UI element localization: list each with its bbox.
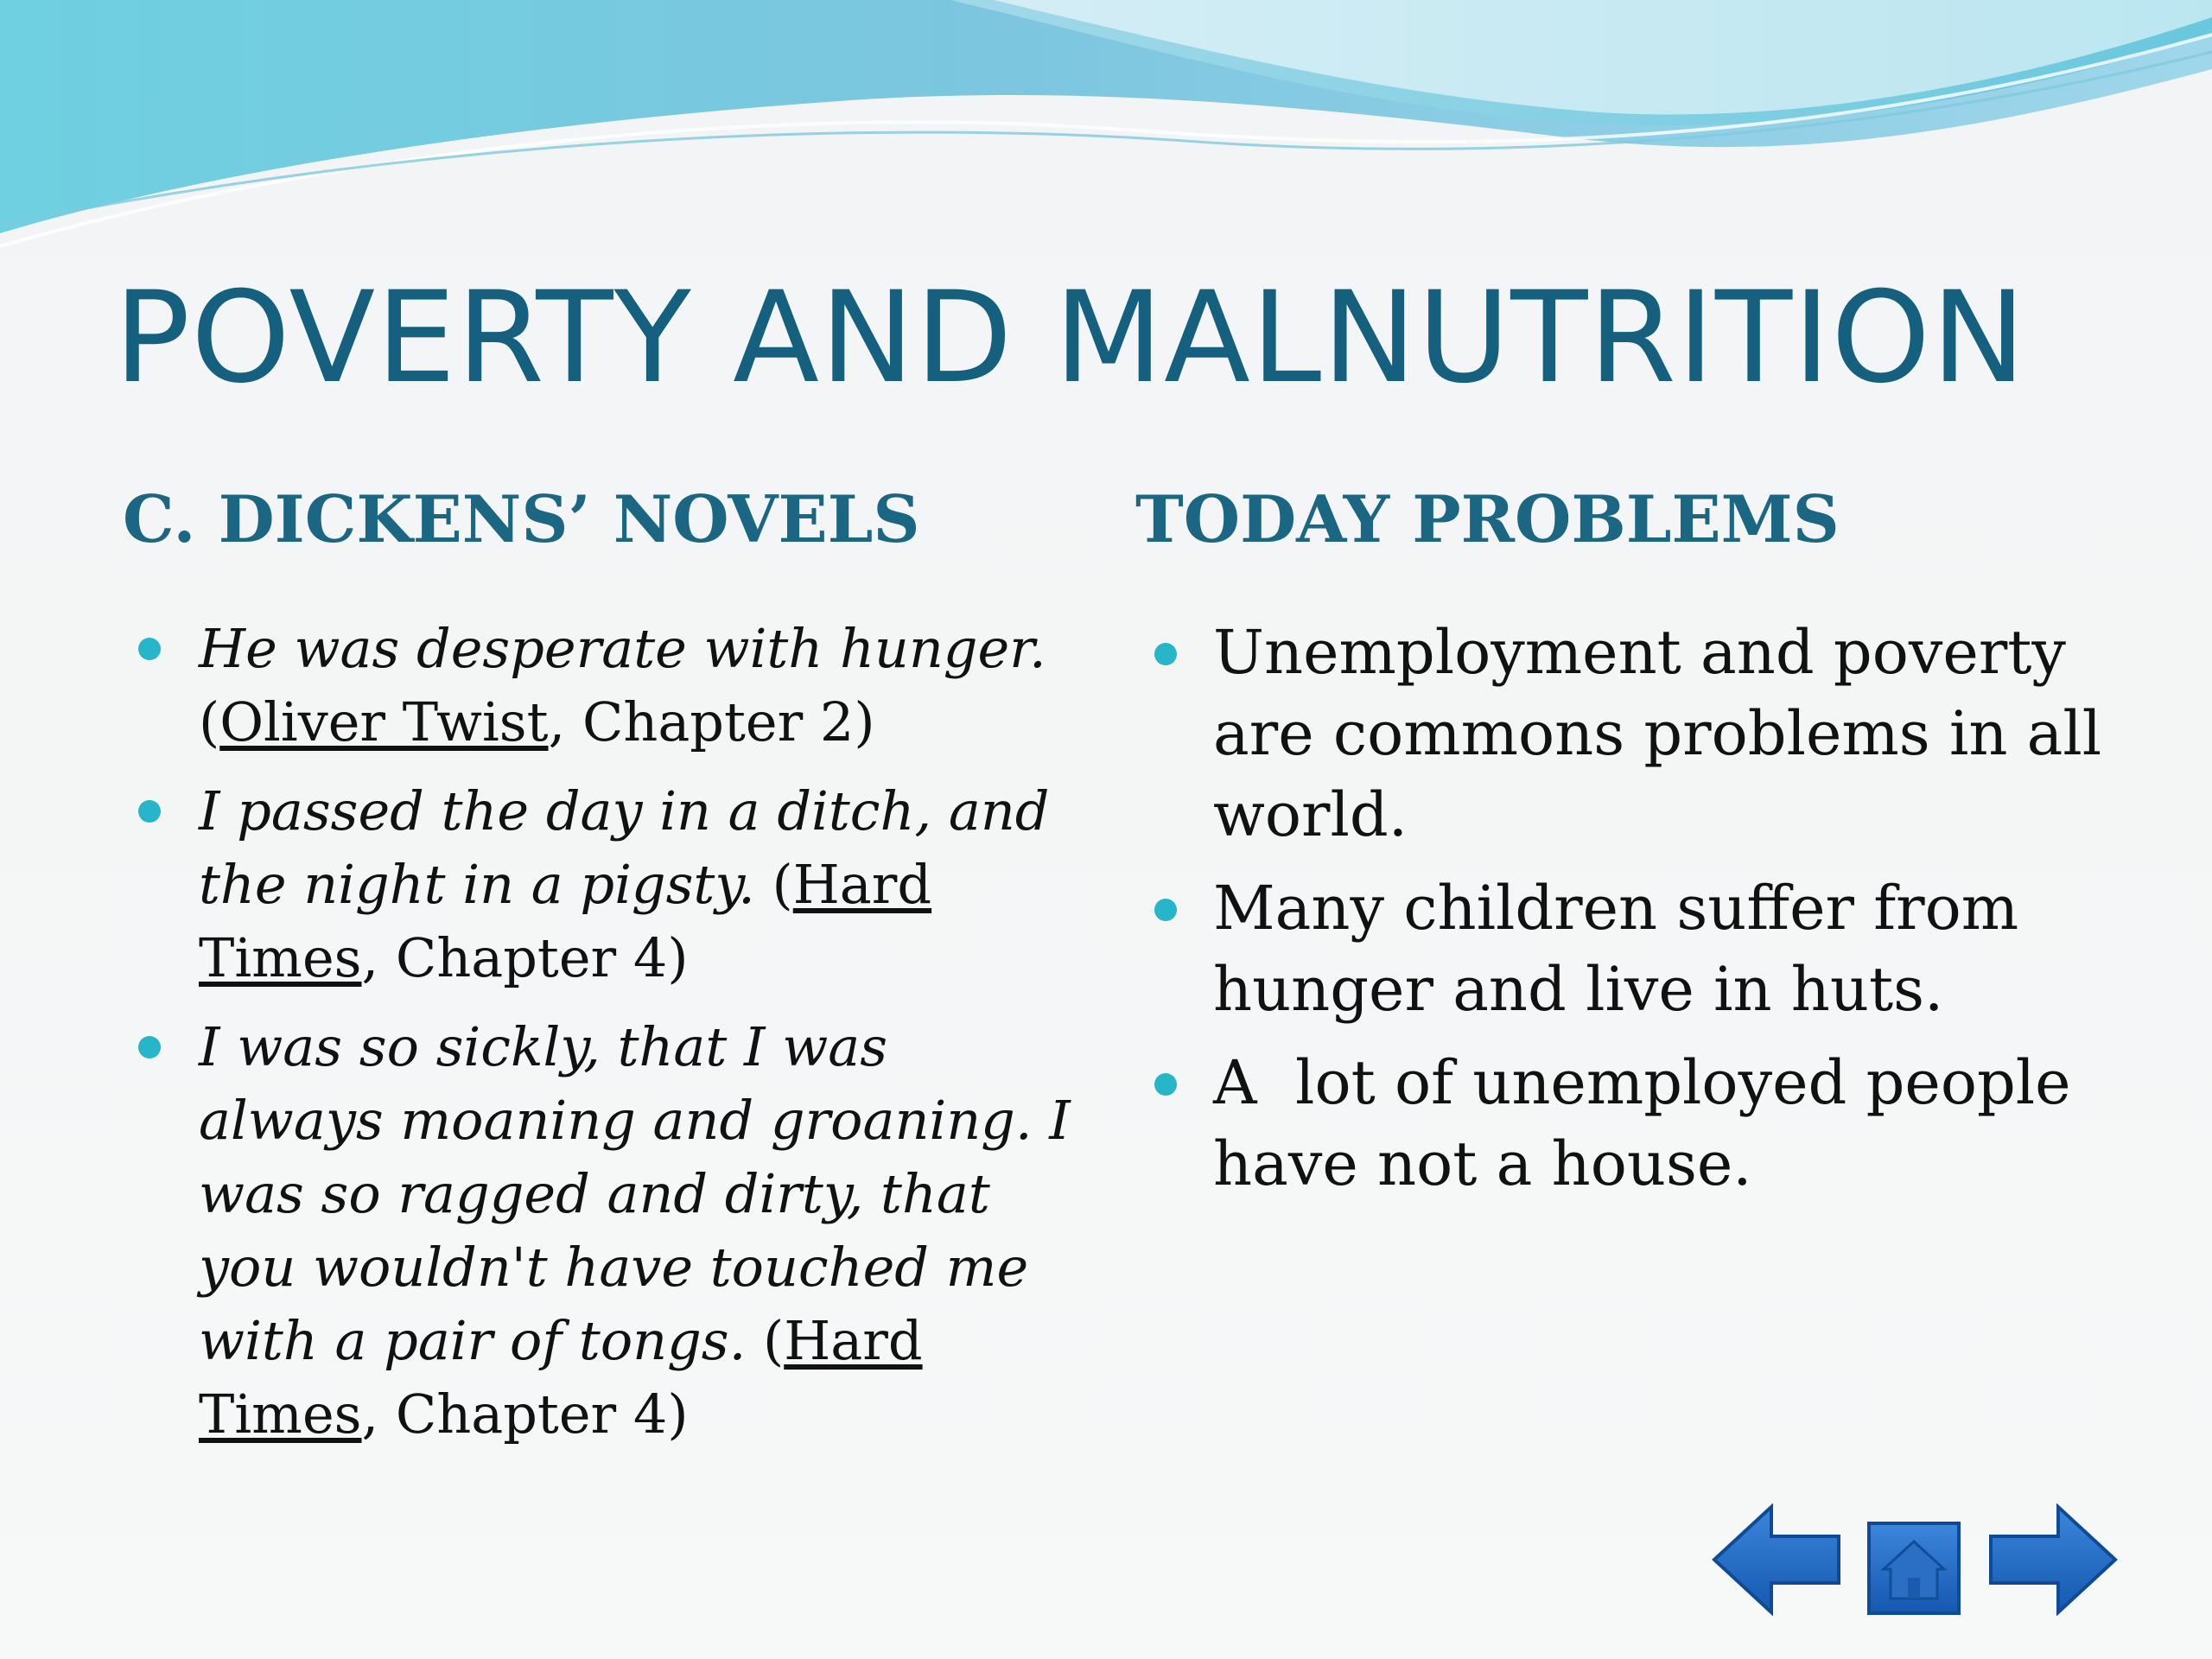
problem-text: Many children suffer from hunger and live in huts. [1213,873,2019,1025]
bullet-icon [138,638,161,660]
list-item [1139,1042,2124,1205]
arrow-left-icon [1711,1503,1842,1616]
arrow-right-icon [1987,1503,2119,1616]
book-title: Oliver Twist [219,690,549,753]
citation-open: ( [746,1309,785,1372]
citation-chapter: , Chapter 4) [361,1382,689,1446]
book-title: Hard Times [199,1309,923,1446]
quote-text: I was so sickly, that I was always moaning and groaning. I was so ragged and dirty, that you wouldn't have touched me with a pair of tongs. [199,1015,1071,1372]
bullet-icon [1154,1073,1177,1096]
list-item [1139,868,2124,1030]
bullet-icon [138,1036,161,1058]
next-slide-button[interactable] [1987,1503,2119,1616]
citation-open: ( [199,690,220,753]
list-item [130,612,1080,759]
problem-text: Unemployment and poverty are commons problems in all world. [1213,617,2102,850]
previous-slide-button[interactable] [1711,1503,1842,1616]
list-item [130,1010,1080,1451]
citation-open: ( [754,853,793,916]
book-title: Hard Times [199,853,932,989]
citation-chapter: , Chapter 2) [548,690,875,753]
bullet-icon [1154,899,1177,921]
problem-text: A lot of unemployed people have not a house. [1213,1047,2090,1199]
header-wave-decoration [0,0,2212,259]
today-problems-list [1139,612,2124,1217]
citation-chapter: , Chapter 4) [361,926,689,989]
home-button[interactable] [1866,1521,1961,1616]
list-item [130,774,1080,995]
bullet-icon [1154,643,1177,665]
quote-text: I passed the day in a ditch, and the night in a pigsty. [199,779,1050,916]
dickens-quotes-list [130,612,1080,1466]
slide-title: POVERTY AND MALNUTRITION [114,264,2027,411]
bullet-icon [138,800,161,823]
home-icon [1866,1521,1961,1616]
left-column-heading: C. DICKENS’ NOVELS [123,481,920,557]
quote-text: He was desperate with hunger. [199,617,1046,680]
right-column-heading: TODAY PROBLEMS [1135,481,1840,557]
list-item [1139,612,2124,855]
